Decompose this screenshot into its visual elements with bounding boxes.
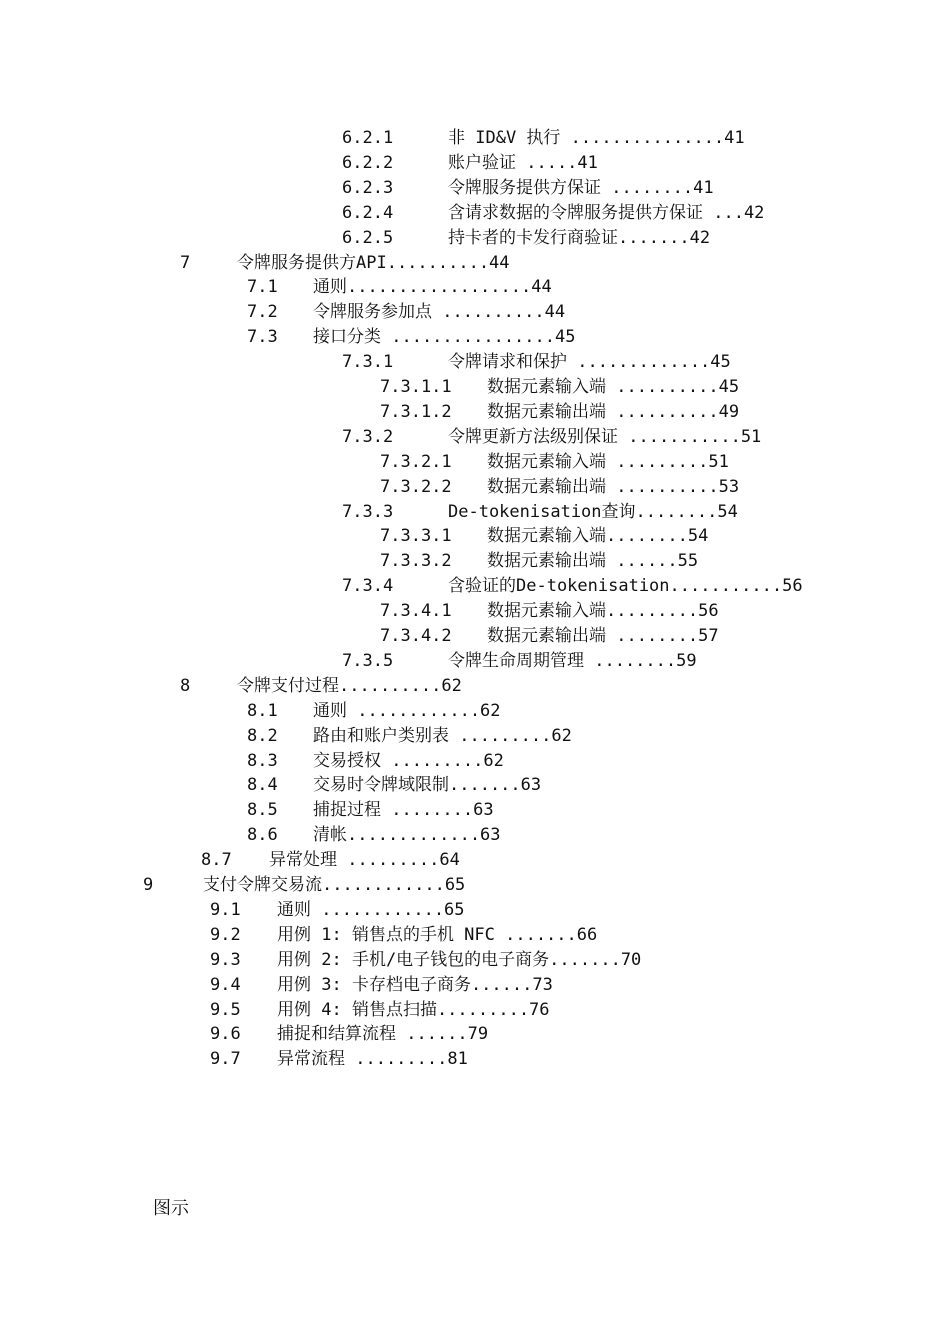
toc-entry-number: 7 bbox=[180, 253, 191, 273]
toc-entry-number: 8.3 bbox=[247, 751, 278, 771]
toc-entry-title: 令牌服务参加点 ..........44 bbox=[313, 302, 566, 322]
toc-entry[interactable] bbox=[0, 923, 950, 947]
toc-entry-title: 交易授权 .........62 bbox=[313, 751, 504, 771]
toc-entry-number: 8 bbox=[180, 676, 191, 696]
toc-entry-number: 7.3.3 bbox=[342, 502, 394, 522]
toc-entry-title: 令牌支付过程..........62 bbox=[237, 676, 462, 696]
toc-entry-title: 数据元素输出端 ......55 bbox=[487, 551, 699, 571]
toc-entry-number: 7.3.4 bbox=[342, 576, 394, 596]
toc-entry-number: 8.6 bbox=[247, 825, 278, 845]
toc-entry[interactable] bbox=[0, 524, 950, 548]
toc-entry-number: 9 bbox=[143, 875, 154, 895]
toc-entry[interactable] bbox=[0, 973, 950, 997]
toc-entry-number: 9.5 bbox=[210, 1000, 241, 1020]
toc-entry[interactable] bbox=[0, 400, 950, 424]
toc-entry[interactable] bbox=[0, 350, 950, 374]
toc-entry[interactable] bbox=[0, 798, 950, 822]
toc-entry[interactable] bbox=[0, 574, 950, 598]
toc-entry[interactable] bbox=[0, 699, 950, 723]
toc-entry[interactable] bbox=[0, 873, 950, 897]
toc-entry-number: 7.3.1.2 bbox=[380, 402, 452, 422]
toc-entry-number: 9.3 bbox=[210, 950, 241, 970]
toc-entry-number: 7.3.1 bbox=[342, 352, 394, 372]
toc-entry-title: 数据元素输出端 ........57 bbox=[487, 626, 719, 646]
toc-entry-title: 用例 3: 卡存档电子商务......73 bbox=[277, 975, 553, 995]
toc-entry-number: 6.2.4 bbox=[342, 203, 394, 223]
toc-entry-title: 路由和账户类别表 .........62 bbox=[313, 726, 572, 746]
toc-entry[interactable] bbox=[0, 300, 950, 324]
toc-entry-title: 接口分类 ................45 bbox=[313, 327, 576, 347]
toc-entry-title: 数据元素输入端........54 bbox=[487, 526, 709, 546]
toc-entry[interactable] bbox=[0, 724, 950, 748]
toc-entry[interactable] bbox=[0, 649, 950, 673]
toc-entry-number: 9.6 bbox=[210, 1024, 241, 1044]
toc-entry[interactable] bbox=[0, 251, 950, 275]
toc-entry-number: 7.1 bbox=[247, 277, 278, 297]
toc-entry-number: 7.3.2 bbox=[342, 427, 394, 447]
toc-entry-title: 用例 2: 手机/电子钱包的电子商务.......70 bbox=[277, 950, 642, 970]
toc-entry-title: 交易时令牌域限制.......63 bbox=[313, 775, 542, 795]
toc-entry-title: 账户验证 .....41 bbox=[448, 153, 598, 173]
toc-entry-title: 数据元素输入端.........56 bbox=[487, 601, 719, 621]
toc-entry-number: 8.1 bbox=[247, 701, 278, 721]
toc-entry[interactable] bbox=[0, 1022, 950, 1046]
toc-entry-title: 令牌服务提供方API..........44 bbox=[237, 253, 510, 273]
toc-entry-number: 8.7 bbox=[201, 850, 232, 870]
toc-entry[interactable] bbox=[0, 998, 950, 1022]
toc-entry[interactable] bbox=[0, 773, 950, 797]
toc-entry[interactable] bbox=[0, 325, 950, 349]
toc-entry-number: 9.1 bbox=[210, 900, 241, 920]
toc-entry-number: 9.7 bbox=[210, 1049, 241, 1069]
toc-entry-title: 支付令牌交易流............65 bbox=[203, 875, 466, 895]
toc-entry-number: 7.3.3.1 bbox=[380, 526, 452, 546]
toc-entry-title: 数据元素输入端 .........51 bbox=[487, 452, 729, 472]
toc-entry-title: 数据元素输出端 ..........53 bbox=[487, 477, 740, 497]
toc-entry[interactable] bbox=[0, 151, 950, 175]
toc-entry-number: 7.3.2.1 bbox=[380, 452, 452, 472]
toc-entry-title: 通则 ............65 bbox=[277, 900, 465, 920]
toc-entry[interactable] bbox=[0, 549, 950, 573]
toc-entry[interactable] bbox=[0, 450, 950, 474]
toc-entry[interactable] bbox=[0, 599, 950, 623]
toc-entry-number: 6.2.3 bbox=[342, 178, 394, 198]
toc-entry[interactable] bbox=[0, 848, 950, 872]
toc-entry-title: 令牌请求和保护 .............45 bbox=[448, 352, 731, 372]
toc-entry[interactable] bbox=[0, 948, 950, 972]
toc-entry-number: 7.3.4.2 bbox=[380, 626, 452, 646]
toc-entry[interactable] bbox=[0, 375, 950, 399]
toc-entry-title: 用例 1: 销售点的手机 NFC .......66 bbox=[277, 925, 598, 945]
toc-entry-title: 异常流程 .........81 bbox=[277, 1049, 468, 1069]
toc-entry-number: 7.3.3.2 bbox=[380, 551, 452, 571]
toc-entry-number: 8.2 bbox=[247, 726, 278, 746]
toc-entry-title: 含验证的De-tokenisation...........56 bbox=[448, 576, 803, 596]
toc-entry-title: 令牌更新方法级别保证 ...........51 bbox=[448, 427, 762, 447]
toc-entry-number: 7.3.1.1 bbox=[380, 377, 452, 397]
toc-entry[interactable] bbox=[0, 1047, 950, 1071]
toc-entry-title: 令牌服务提供方保证 ........41 bbox=[448, 178, 714, 198]
toc-entry-number: 7.2 bbox=[247, 302, 278, 322]
toc-entry-number: 9.4 bbox=[210, 975, 241, 995]
toc-entry-title: 用例 4: 销售点扫描.........76 bbox=[277, 1000, 550, 1020]
toc-entry[interactable] bbox=[0, 126, 950, 150]
toc-entry-title: 数据元素输出端 ..........49 bbox=[487, 402, 740, 422]
toc-entry-title: 持卡者的卡发行商验证.......42 bbox=[448, 228, 711, 248]
figures-heading: 图示 bbox=[153, 1198, 189, 1219]
toc-entry[interactable] bbox=[0, 275, 950, 299]
toc-entry-number: 9.2 bbox=[210, 925, 241, 945]
toc-entry-title: 捕捉过程 ........63 bbox=[313, 800, 494, 820]
toc-entry-number: 8.4 bbox=[247, 775, 278, 795]
toc-entry-number: 8.5 bbox=[247, 800, 278, 820]
toc-entry-title: 含请求数据的令牌服务提供方保证 ...42 bbox=[448, 203, 765, 223]
toc-entry-number: 6.2.1 bbox=[342, 128, 394, 148]
toc-entry-title: De-tokenisation查询........54 bbox=[448, 502, 738, 522]
toc-entry-number: 7.3.2.2 bbox=[380, 477, 452, 497]
toc-entry-title: 数据元素输入端 ..........45 bbox=[487, 377, 740, 397]
toc-entry-number: 7.3.4.1 bbox=[380, 601, 452, 621]
toc-entry-title: 通则..................44 bbox=[313, 277, 552, 297]
toc-entry-title: 捕捉和结算流程 ......79 bbox=[277, 1024, 489, 1044]
toc-entry-title: 清帐.............63 bbox=[313, 825, 501, 845]
toc-entry[interactable] bbox=[0, 201, 950, 225]
toc-entry[interactable] bbox=[0, 226, 950, 250]
toc-entry-number: 6.2.5 bbox=[342, 228, 394, 248]
toc-entry[interactable] bbox=[0, 674, 950, 698]
toc-entry[interactable] bbox=[0, 624, 950, 648]
toc-entry[interactable] bbox=[0, 749, 950, 773]
toc-entry-title: 非 ID&V 执行 ...............41 bbox=[448, 128, 745, 148]
toc-entry[interactable] bbox=[0, 425, 950, 449]
toc-entry[interactable] bbox=[0, 475, 950, 499]
toc-entry[interactable] bbox=[0, 823, 950, 847]
toc-entry-number: 7.3.5 bbox=[342, 651, 394, 671]
toc-entry-number: 6.2.2 bbox=[342, 153, 394, 173]
toc-entry[interactable] bbox=[0, 898, 950, 922]
toc-entry-number: 7.3 bbox=[247, 327, 278, 347]
toc-entry[interactable] bbox=[0, 176, 950, 200]
toc-entry-title: 通则 ............62 bbox=[313, 701, 501, 721]
toc-entry-title: 令牌生命周期管理 ........59 bbox=[448, 651, 697, 671]
toc-entry[interactable] bbox=[0, 500, 950, 524]
toc-entry-title: 异常处理 .........64 bbox=[269, 850, 460, 870]
